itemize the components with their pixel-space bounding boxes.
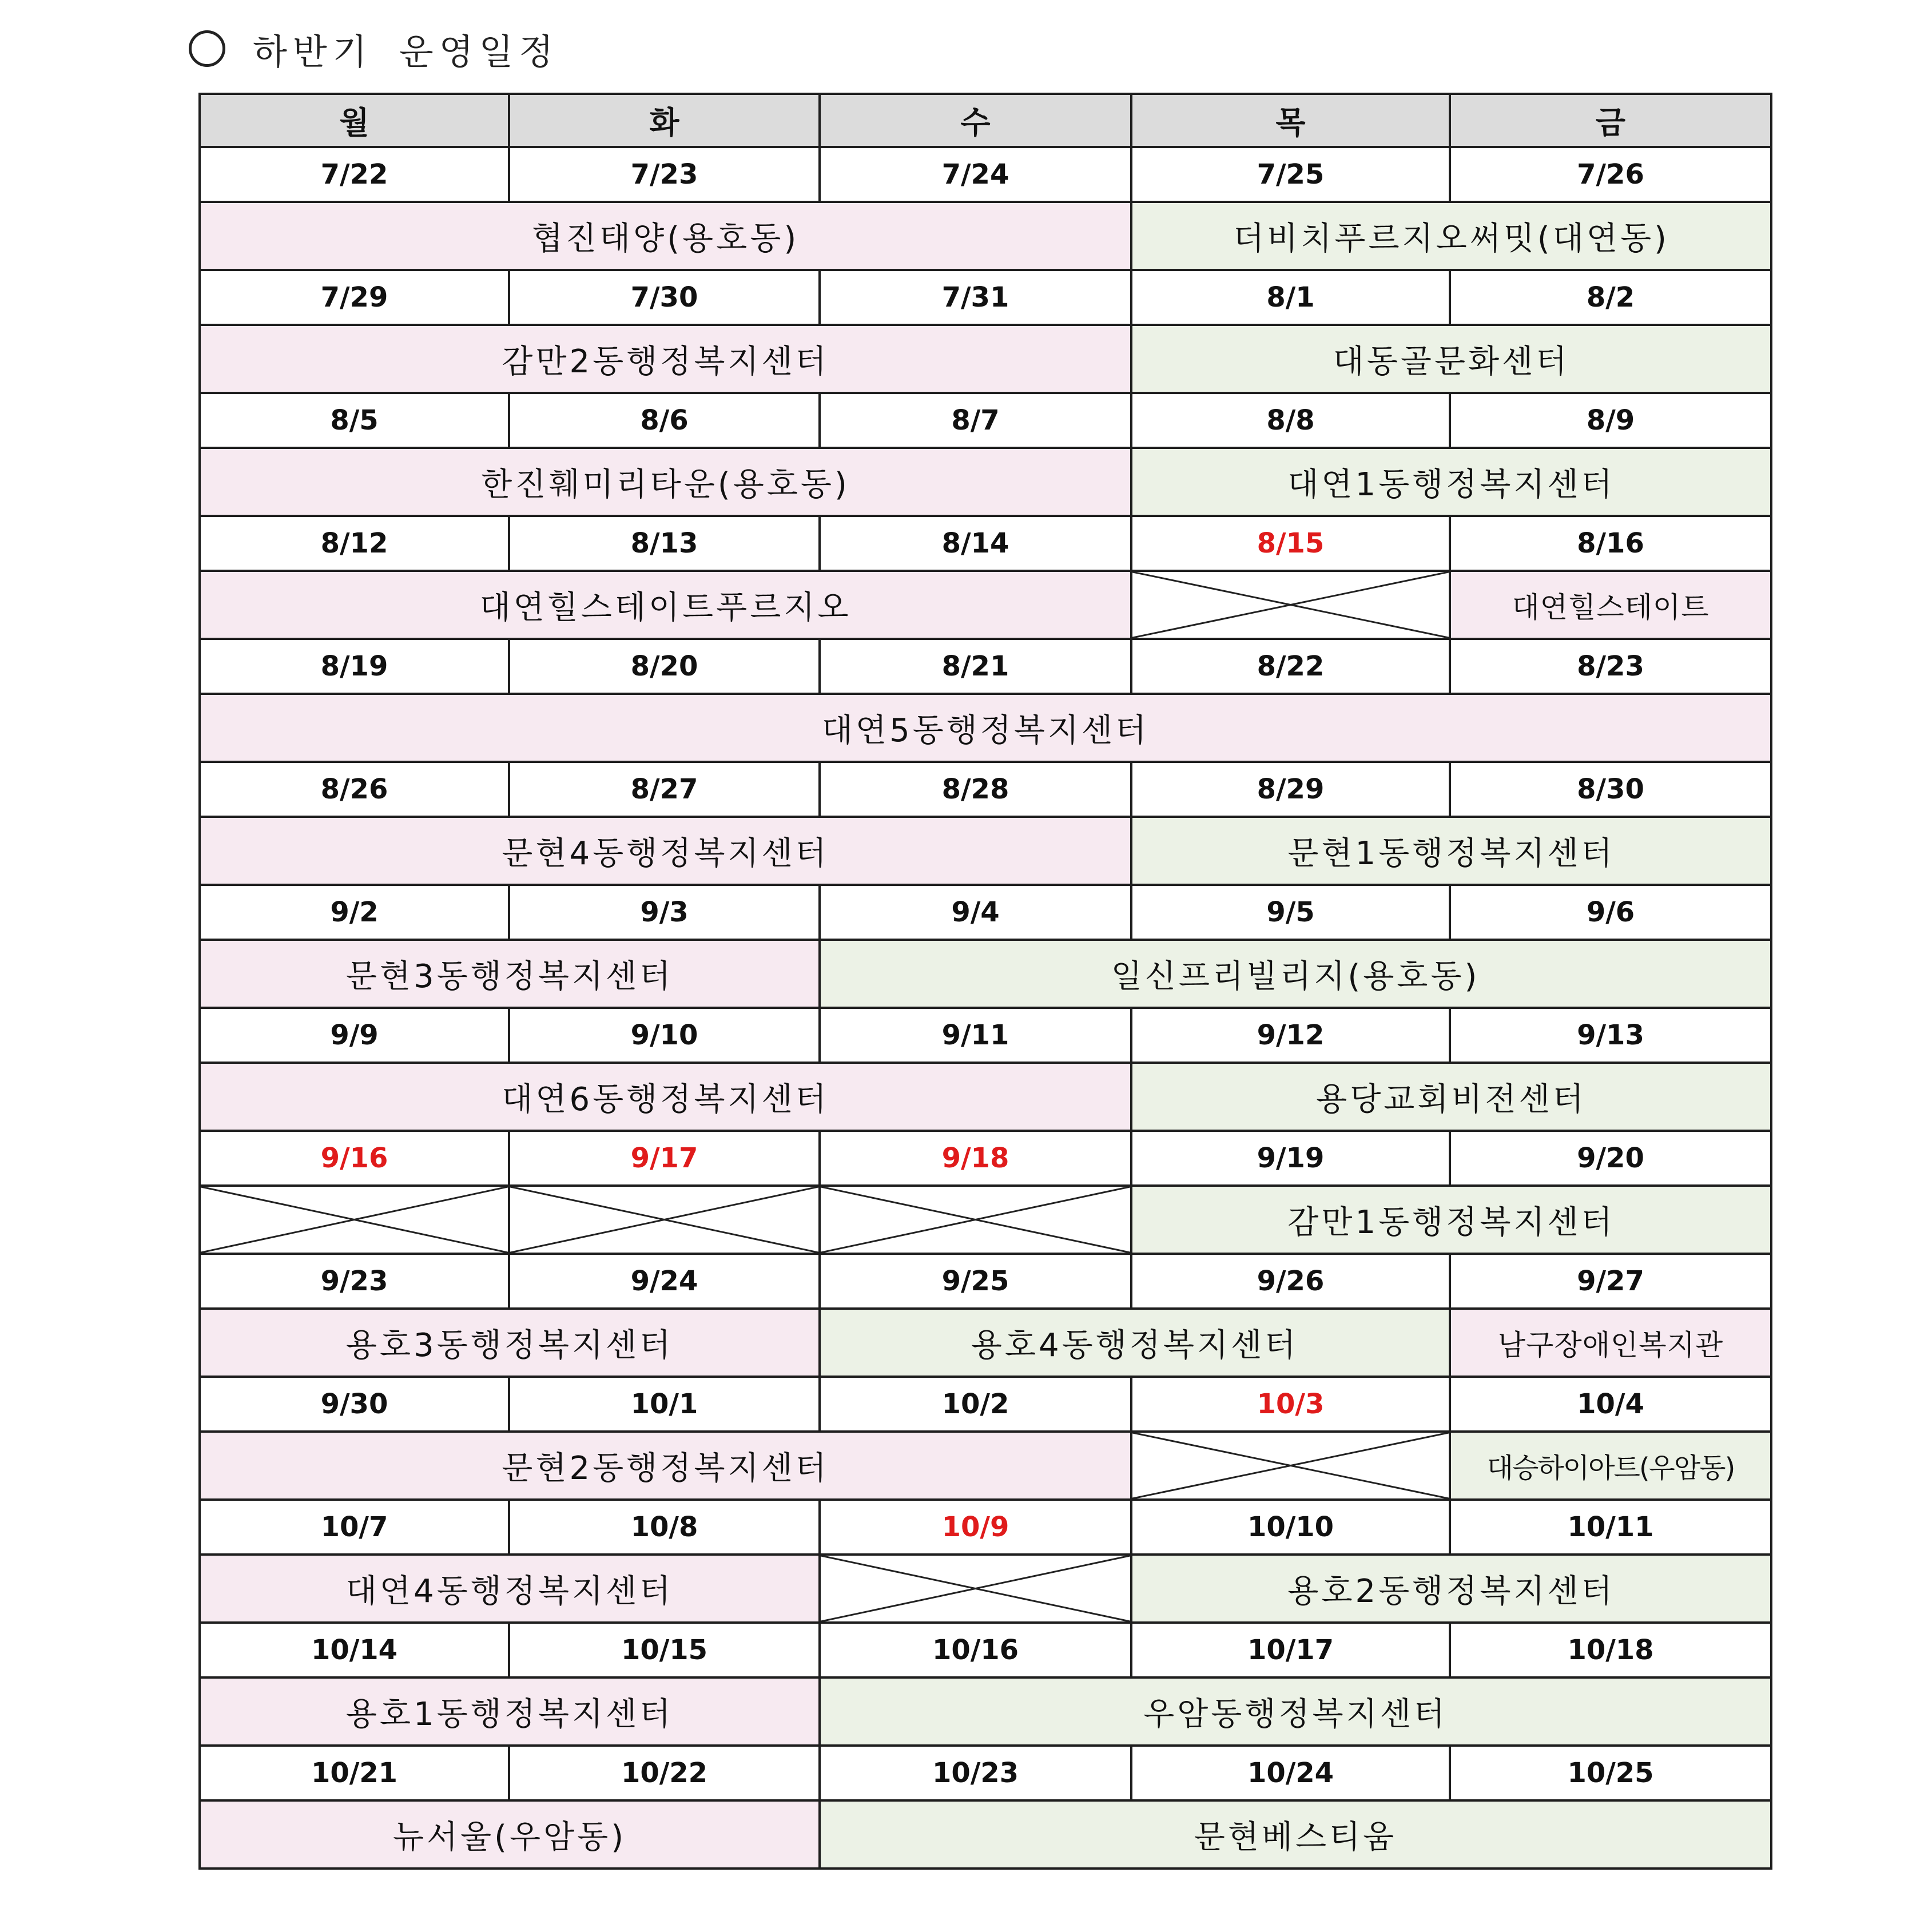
date-cell: 8/20 [509,639,820,694]
event-cell: 대연4동행정복지센터 [200,1555,820,1623]
weekday-header: 화 [509,94,820,147]
date-row [200,885,1771,940]
title-word: 운영일정 [399,30,559,73]
event-row [200,1555,1771,1623]
date-cell: 8/15 [1131,516,1450,571]
title-word: 하반기 [253,30,373,73]
date-cell: 10/1 [509,1377,820,1432]
date-cell: 9/12 [1131,1008,1450,1063]
closed-day-cell [820,1555,1131,1623]
date-cell: 9/23 [200,1254,509,1309]
date-row [200,1500,1771,1555]
event-cell: 대연6동행정복지센터 [200,1063,1131,1131]
event-cell: 문현1동행정복지센터 [1131,817,1771,885]
event-cell: 더비치푸르지오써밋(대연동) [1131,202,1771,270]
event-row [200,325,1771,393]
event-row [200,1186,1771,1254]
closed-day-cell [509,1186,820,1254]
event-row [200,940,1771,1008]
date-cell: 8/2 [1450,270,1771,325]
weekday-header: 월 [200,94,509,147]
date-cell: 10/10 [1131,1500,1450,1555]
date-cell: 7/23 [509,147,820,202]
date-cell: 8/21 [820,639,1131,694]
event-row [200,1432,1771,1500]
date-cell: 9/17 [509,1131,820,1186]
event-cell: 협진태양(용호동) [200,202,1131,270]
date-cell: 10/2 [820,1377,1131,1432]
section-heading [189,23,559,74]
weekday-header-row [200,94,1771,147]
date-cell: 10/14 [200,1623,509,1677]
event-cell: 대연힐스테이트 [1450,571,1771,639]
event-cell: 대동골문화센터 [1131,325,1771,393]
closed-cross-icon [1132,1433,1449,1498]
date-cell: 9/11 [820,1008,1131,1063]
closed-day-cell [1131,571,1450,639]
event-cell: 일신프리빌리지(용호동) [820,940,1771,1008]
event-cell: 용호1동행정복지센터 [200,1677,820,1746]
date-cell: 8/5 [200,393,509,448]
event-cell: 용호2동행정복지센터 [1131,1555,1771,1623]
date-cell: 10/15 [509,1623,820,1677]
schedule-body [200,147,1771,1869]
event-cell: 용호3동행정복지센터 [200,1309,820,1377]
event-cell: 뉴서울(우암동) [200,1800,820,1869]
date-cell: 8/28 [820,762,1131,817]
event-cell: 용호4동행정복지센터 [820,1309,1450,1377]
date-row [200,1008,1771,1063]
event-cell: 감만1동행정복지센터 [1131,1186,1771,1254]
event-cell: 남구장애인복지관 [1450,1309,1771,1377]
weekday-header: 금 [1450,94,1771,147]
event-row [200,1800,1771,1869]
date-cell: 7/25 [1131,147,1450,202]
date-cell: 8/30 [1450,762,1771,817]
event-row [200,817,1771,885]
date-cell: 10/25 [1450,1746,1771,1800]
date-cell: 8/22 [1131,639,1450,694]
date-row [200,1131,1771,1186]
date-cell: 9/26 [1131,1254,1450,1309]
date-row [200,147,1771,202]
date-cell: 9/4 [820,885,1131,940]
date-cell: 10/9 [820,1500,1131,1555]
date-row [200,639,1771,694]
closed-cross-icon [201,1187,508,1253]
date-cell: 9/25 [820,1254,1131,1309]
weekday-header: 수 [820,94,1131,147]
event-cell: 대연1동행정복지센터 [1131,448,1771,516]
event-cell: 대연5동행정복지센터 [200,694,1771,762]
date-cell: 9/19 [1131,1131,1450,1186]
event-row [200,1677,1771,1746]
date-cell: 10/24 [1131,1746,1450,1800]
date-cell: 10/8 [509,1500,820,1555]
date-cell: 7/26 [1450,147,1771,202]
event-cell: 대승하이아트(우암동) [1450,1432,1771,1500]
date-cell: 9/2 [200,885,509,940]
date-cell: 9/6 [1450,885,1771,940]
date-cell: 8/27 [509,762,820,817]
event-cell: 대연힐스테이트푸르지오 [200,571,1131,639]
date-cell: 7/22 [200,147,509,202]
date-row [200,1377,1771,1432]
closed-cross-icon [1132,572,1449,638]
date-cell: 10/22 [509,1746,820,1800]
date-cell: 10/4 [1450,1377,1771,1432]
date-cell: 9/10 [509,1008,820,1063]
date-cell: 8/19 [200,639,509,694]
date-cell: 7/29 [200,270,509,325]
date-cell: 8/29 [1131,762,1450,817]
date-row [200,270,1771,325]
event-cell: 우암동행정복지센터 [820,1677,1771,1746]
closed-cross-icon [821,1187,1130,1253]
date-cell: 8/12 [200,516,509,571]
closed-cross-icon [510,1187,818,1253]
closed-day-cell [1131,1432,1450,1500]
event-row [200,694,1771,762]
date-cell: 8/6 [509,393,820,448]
date-cell: 8/7 [820,393,1131,448]
event-row [200,448,1771,516]
date-cell: 9/16 [200,1131,509,1186]
closed-cross-icon [821,1556,1130,1621]
date-cell: 9/24 [509,1254,820,1309]
date-cell: 9/18 [820,1131,1131,1186]
event-cell: 문현3동행정복지센터 [200,940,820,1008]
date-cell: 8/13 [509,516,820,571]
date-row [200,762,1771,817]
date-cell: 8/8 [1131,393,1450,448]
date-cell: 8/26 [200,762,509,817]
event-cell: 문현4동행정복지센터 [200,817,1131,885]
date-cell: 8/23 [1450,639,1771,694]
closed-day-cell [200,1186,509,1254]
schedule-table [198,93,1772,1870]
date-row [200,1623,1771,1677]
date-cell: 9/5 [1131,885,1450,940]
date-cell: 10/17 [1131,1623,1450,1677]
date-row [200,393,1771,448]
date-cell: 8/9 [1450,393,1771,448]
closed-day-cell [820,1186,1131,1254]
date-row [200,516,1771,571]
date-cell: 7/30 [509,270,820,325]
date-cell: 10/21 [200,1746,509,1800]
date-cell: 9/9 [200,1008,509,1063]
date-cell: 10/7 [200,1500,509,1555]
event-cell: 감만2동행정복지센터 [200,325,1131,393]
date-row [200,1254,1771,1309]
event-row [200,1309,1771,1377]
event-row [200,1063,1771,1131]
date-cell: 8/1 [1131,270,1450,325]
event-cell: 문현베스티움 [820,1800,1771,1869]
event-row [200,202,1771,270]
date-cell: 8/16 [1450,516,1771,571]
date-row [200,1746,1771,1800]
event-row [200,571,1771,639]
event-cell: 문현2동행정복지센터 [200,1432,1131,1500]
date-cell: 10/11 [1450,1500,1771,1555]
date-cell: 10/16 [820,1623,1131,1677]
date-cell: 9/27 [1450,1254,1771,1309]
date-cell: 10/3 [1131,1377,1450,1432]
event-cell: 한진훼미리타운(용호동) [200,448,1131,516]
event-cell: 용당교회비전센터 [1131,1063,1771,1131]
date-cell: 7/31 [820,270,1131,325]
date-cell: 7/24 [820,147,1131,202]
date-cell: 10/18 [1450,1623,1771,1677]
date-cell: 10/23 [820,1746,1131,1800]
date-cell: 8/14 [820,516,1131,571]
date-cell: 9/13 [1450,1008,1771,1063]
date-cell: 9/20 [1450,1131,1771,1186]
weekday-header: 목 [1131,94,1450,147]
circle-bullet-icon [189,30,225,67]
date-cell: 9/3 [509,885,820,940]
date-cell: 9/30 [200,1377,509,1432]
